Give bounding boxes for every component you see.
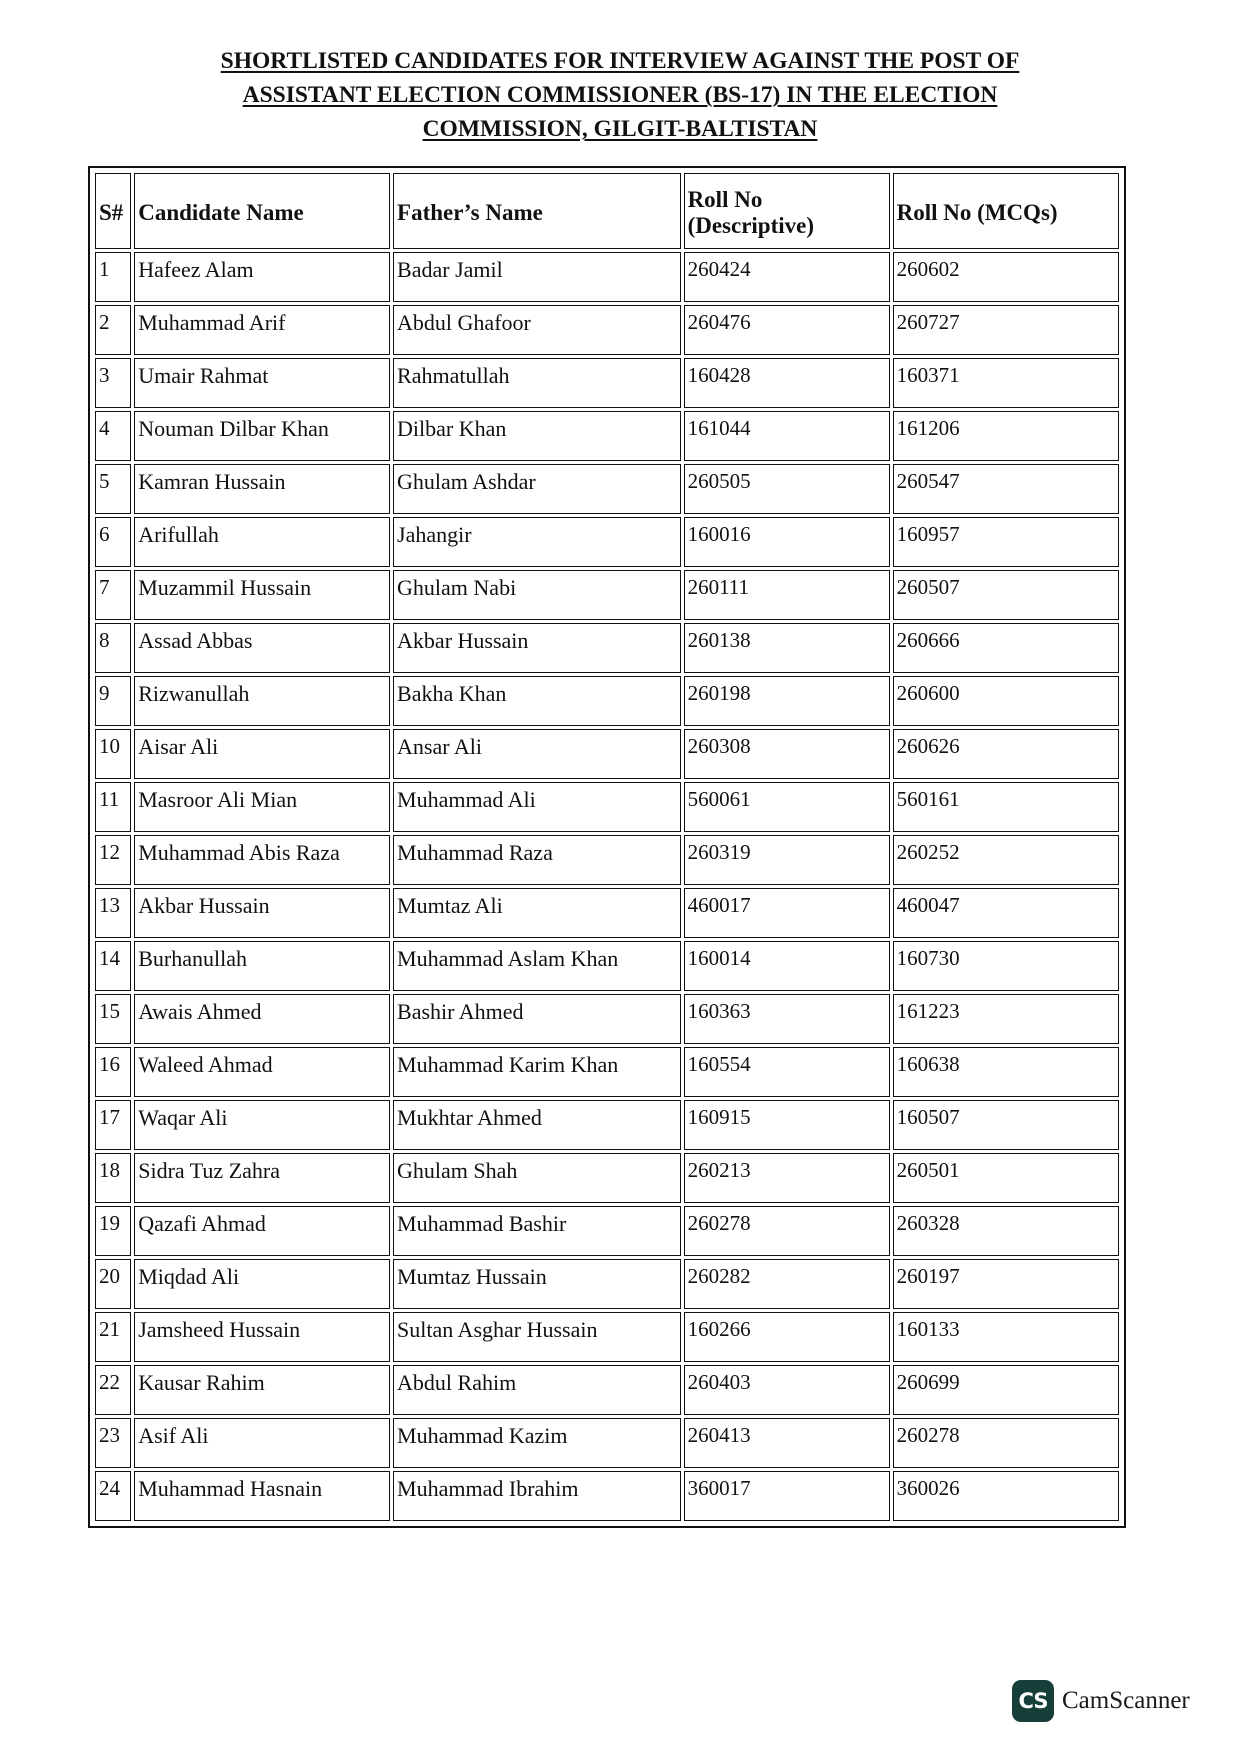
cell-candidate-name: Muzammil Hussain: [134, 570, 390, 620]
cell-fathers-name: Rahmatullah: [393, 358, 681, 408]
cell-roll-mcqs: 460047: [893, 888, 1119, 938]
cell-fathers-name: Mumtaz Hussain: [393, 1259, 681, 1309]
cell-fathers-name: Muhammad Aslam Khan: [393, 941, 681, 991]
cell-roll-descriptive: 260403: [684, 1365, 890, 1415]
candidates-table-frame: [88, 166, 1126, 1528]
table-row: [95, 464, 1119, 514]
cell-candidate-name: Hafeez Alam: [134, 252, 390, 302]
cell-roll-descriptive: 460017: [684, 888, 890, 938]
table-row: [95, 1100, 1119, 1150]
cell-serial: 22: [95, 1365, 131, 1415]
table-row: [95, 1418, 1119, 1468]
cell-roll-mcqs: 161223: [893, 994, 1119, 1044]
cell-roll-descriptive: 161044: [684, 411, 890, 461]
cell-candidate-name: Aisar Ali: [134, 729, 390, 779]
cell-roll-descriptive: 260282: [684, 1259, 890, 1309]
cell-roll-descriptive: 160016: [684, 517, 890, 567]
table-row: [95, 1206, 1119, 1256]
title-line-3: COMMISSION, GILGIT-BALTISTAN: [422, 116, 818, 142]
table-row: [95, 888, 1119, 938]
cell-candidate-name: Burhanullah: [134, 941, 390, 991]
title-line-2: ASSISTANT ELECTION COMMISSIONER (BS-17) IN THE ELECTION: [242, 82, 998, 108]
table-row: [95, 994, 1119, 1044]
cell-fathers-name: Bashir Ahmed: [393, 994, 681, 1044]
cell-roll-descriptive: 360017: [684, 1471, 890, 1521]
cell-serial: 11: [95, 782, 131, 832]
cell-roll-descriptive: 260505: [684, 464, 890, 514]
cell-roll-mcqs: 260626: [893, 729, 1119, 779]
table-row: [95, 252, 1119, 302]
cell-candidate-name: Umair Rahmat: [134, 358, 390, 408]
cell-roll-descriptive: 160266: [684, 1312, 890, 1362]
cell-fathers-name: Ghulam Nabi: [393, 570, 681, 620]
cell-candidate-name: Muhammad Hasnain: [134, 1471, 390, 1521]
cell-fathers-name: Abdul Ghafoor: [393, 305, 681, 355]
cell-fathers-name: Akbar Hussain: [393, 623, 681, 673]
cell-roll-mcqs: 260507: [893, 570, 1119, 620]
table-row: [95, 1153, 1119, 1203]
header-fathers-name: Father’s Name: [393, 173, 681, 249]
title-line-1: SHORTLISTED CANDIDATES FOR INTERVIEW AGAINST THE POST OF: [220, 48, 1020, 74]
cell-roll-descriptive: 260424: [684, 252, 890, 302]
cell-fathers-name: Sultan Asghar Hussain: [393, 1312, 681, 1362]
cell-candidate-name: Muhammad Arif: [134, 305, 390, 355]
table-row: [95, 941, 1119, 991]
cell-fathers-name: Muhammad Bashir: [393, 1206, 681, 1256]
cell-fathers-name: Ghulam Shah: [393, 1153, 681, 1203]
cell-roll-mcqs: 160957: [893, 517, 1119, 567]
cell-roll-descriptive: 160554: [684, 1047, 890, 1097]
table-row: [95, 1471, 1119, 1521]
cell-roll-mcqs: 160730: [893, 941, 1119, 991]
cell-candidate-name: Miqdad Ali: [134, 1259, 390, 1309]
cell-candidate-name: Waqar Ali: [134, 1100, 390, 1150]
cell-roll-descriptive: 560061: [684, 782, 890, 832]
cell-serial: 10: [95, 729, 131, 779]
cell-fathers-name: Mumtaz Ali: [393, 888, 681, 938]
cell-roll-mcqs: 260699: [893, 1365, 1119, 1415]
table-row: [95, 517, 1119, 567]
cell-fathers-name: Bakha Khan: [393, 676, 681, 726]
cell-candidate-name: Muhammad Abis Raza: [134, 835, 390, 885]
cell-fathers-name: Jahangir: [393, 517, 681, 567]
camscanner-watermark: [1012, 1680, 1190, 1722]
cell-serial: 4: [95, 411, 131, 461]
cell-fathers-name: Muhammad Kazim: [393, 1418, 681, 1468]
cell-serial: 12: [95, 835, 131, 885]
cell-candidate-name: Rizwanullah: [134, 676, 390, 726]
cell-candidate-name: Jamsheed Hussain: [134, 1312, 390, 1362]
table-row: [95, 676, 1119, 726]
cell-candidate-name: Assad Abbas: [134, 623, 390, 673]
candidates-table: [92, 170, 1122, 1524]
cell-candidate-name: Kamran Hussain: [134, 464, 390, 514]
cell-roll-mcqs: 260328: [893, 1206, 1119, 1256]
cell-roll-mcqs: 260666: [893, 623, 1119, 673]
cell-roll-descriptive: 260319: [684, 835, 890, 885]
cell-serial: 5: [95, 464, 131, 514]
table-row: [95, 1259, 1119, 1309]
table-row: [95, 305, 1119, 355]
cell-roll-mcqs: 260252: [893, 835, 1119, 885]
cell-serial: 16: [95, 1047, 131, 1097]
cell-serial: 8: [95, 623, 131, 673]
cell-fathers-name: Muhammad Karim Khan: [393, 1047, 681, 1097]
cell-fathers-name: Muhammad Ibrahim: [393, 1471, 681, 1521]
table-row: [95, 729, 1119, 779]
table-row: [95, 835, 1119, 885]
cell-roll-mcqs: 260727: [893, 305, 1119, 355]
cell-roll-mcqs: 161206: [893, 411, 1119, 461]
cell-fathers-name: Badar Jamil: [393, 252, 681, 302]
cell-roll-mcqs: 160507: [893, 1100, 1119, 1150]
cell-fathers-name: Ghulam Ashdar: [393, 464, 681, 514]
document-title: [90, 44, 1150, 146]
header-roll-descriptive: Roll No (Descriptive): [684, 173, 890, 249]
cell-roll-descriptive: 260308: [684, 729, 890, 779]
cell-candidate-name: Kausar Rahim: [134, 1365, 390, 1415]
cell-candidate-name: Akbar Hussain: [134, 888, 390, 938]
cell-serial: 6: [95, 517, 131, 567]
cell-serial: 21: [95, 1312, 131, 1362]
cell-roll-descriptive: 160363: [684, 994, 890, 1044]
cell-candidate-name: Waleed Ahmad: [134, 1047, 390, 1097]
cell-candidate-name: Sidra Tuz Zahra: [134, 1153, 390, 1203]
cell-roll-descriptive: 260278: [684, 1206, 890, 1256]
cell-roll-descriptive: 160915: [684, 1100, 890, 1150]
cell-fathers-name: Dilbar Khan: [393, 411, 681, 461]
cell-roll-descriptive: 160014: [684, 941, 890, 991]
cell-fathers-name: Abdul Rahim: [393, 1365, 681, 1415]
cell-roll-descriptive: 260213: [684, 1153, 890, 1203]
cell-serial: 3: [95, 358, 131, 408]
cell-roll-mcqs: 260278: [893, 1418, 1119, 1468]
table-row: [95, 782, 1119, 832]
cell-serial: 24: [95, 1471, 131, 1521]
cell-roll-mcqs: 360026: [893, 1471, 1119, 1521]
cell-serial: 7: [95, 570, 131, 620]
cell-fathers-name: Ansar Ali: [393, 729, 681, 779]
cell-roll-descriptive: 260138: [684, 623, 890, 673]
cell-fathers-name: Muhammad Ali: [393, 782, 681, 832]
header-candidate-name: Candidate Name: [134, 173, 390, 249]
cell-roll-mcqs: 260501: [893, 1153, 1119, 1203]
cell-serial: 15: [95, 994, 131, 1044]
table-row: [95, 623, 1119, 673]
cell-serial: 14: [95, 941, 131, 991]
cell-roll-mcqs: 260547: [893, 464, 1119, 514]
cell-roll-mcqs: 260600: [893, 676, 1119, 726]
cell-candidate-name: Arifullah: [134, 517, 390, 567]
cell-serial: 19: [95, 1206, 131, 1256]
header-roll-mcqs: Roll No (MCQs): [893, 173, 1119, 249]
camscanner-logo: CS: [1012, 1680, 1054, 1722]
cell-serial: 17: [95, 1100, 131, 1150]
cell-serial: 20: [95, 1259, 131, 1309]
cell-roll-mcqs: 160638: [893, 1047, 1119, 1097]
cell-roll-descriptive: 160428: [684, 358, 890, 408]
cell-fathers-name: Muhammad Raza: [393, 835, 681, 885]
table-row: [95, 1312, 1119, 1362]
cell-serial: 18: [95, 1153, 131, 1203]
cell-roll-descriptive: 260111: [684, 570, 890, 620]
cell-candidate-name: Asif Ali: [134, 1418, 390, 1468]
table-body: [95, 252, 1119, 1521]
cell-roll-descriptive: 260198: [684, 676, 890, 726]
cell-roll-mcqs: 260197: [893, 1259, 1119, 1309]
cell-roll-mcqs: 560161: [893, 782, 1119, 832]
cell-roll-mcqs: 160371: [893, 358, 1119, 408]
cell-roll-mcqs: 160133: [893, 1312, 1119, 1362]
cell-candidate-name: Awais Ahmed: [134, 994, 390, 1044]
header-serial: S#: [95, 173, 131, 249]
cell-candidate-name: Nouman Dilbar Khan: [134, 411, 390, 461]
cell-roll-descriptive: 260413: [684, 1418, 890, 1468]
cell-serial: 23: [95, 1418, 131, 1468]
cell-roll-mcqs: 260602: [893, 252, 1119, 302]
cell-serial: 13: [95, 888, 131, 938]
cell-candidate-name: Masroor Ali Mian: [134, 782, 390, 832]
table-row: [95, 1365, 1119, 1415]
table-row: [95, 1047, 1119, 1097]
cell-serial: 1: [95, 252, 131, 302]
cell-serial: 9: [95, 676, 131, 726]
table-header-row: [95, 173, 1119, 249]
table-row: [95, 570, 1119, 620]
cell-roll-descriptive: 260476: [684, 305, 890, 355]
camscanner-label: CamScanner: [1062, 1687, 1190, 1714]
table-row: [95, 358, 1119, 408]
cell-fathers-name: Mukhtar Ahmed: [393, 1100, 681, 1150]
cell-candidate-name: Qazafi Ahmad: [134, 1206, 390, 1256]
table-row: [95, 411, 1119, 461]
cell-serial: 2: [95, 305, 131, 355]
